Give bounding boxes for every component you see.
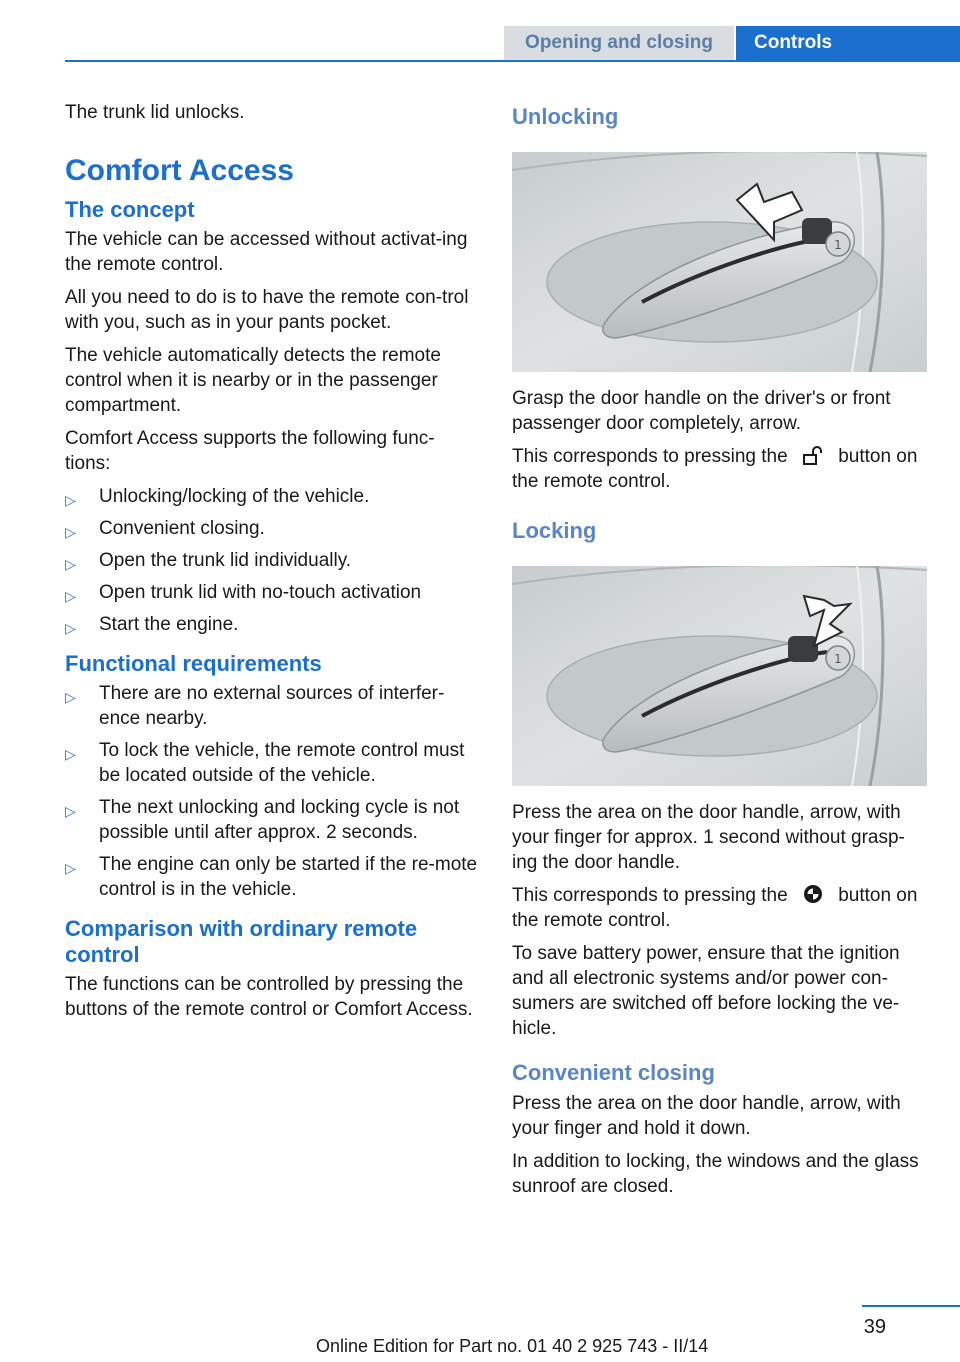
header-section-tab: Opening and closing — [504, 26, 734, 60]
list-item: ▷ The next unlocking and locking cycle is not possible until after approx. 2 seconds. — [65, 797, 460, 843]
requirements-list — [65, 681, 480, 902]
list-item: ▷ Unlocking/locking of the vehicle. — [65, 484, 480, 509]
bullet-triangle-icon: ▷ — [65, 492, 76, 508]
battery-paragraph: To save battery power, ensure that the ignition and all electronic systems and/or power con-sumers are switched off before locking the ve-hicle. — [512, 943, 900, 1039]
list-item: ▷ To lock the vehicle, the remote control must be located outside of the vehicle. — [65, 740, 465, 786]
bullet-triangle-icon: ▷ — [65, 588, 76, 604]
bullet-triangle-icon: ▷ — [65, 860, 76, 876]
door-handle-lock-illustration — [512, 566, 927, 786]
locking-button-paragraph: This corresponds to pressing the button on the remote control. — [512, 885, 918, 931]
bullet-triangle-icon: ▷ — [65, 689, 76, 705]
list-item: ▷ Open trunk lid with no-touch activation — [65, 580, 480, 605]
section-title: Comfort Access — [65, 154, 294, 187]
bmw-lock-icon — [799, 883, 827, 905]
door-handle-unlock-illustration — [512, 152, 927, 372]
comparison-heading: Comparison with ordinary remote control — [65, 916, 418, 967]
bullet-triangle-icon: ▷ — [65, 746, 76, 762]
bullet-triangle-icon: ▷ — [65, 803, 76, 819]
footer-rule — [862, 1305, 960, 1307]
requirements-heading: Functional requirements — [65, 651, 322, 676]
concept-paragraph: All you need to do is to have the remote con-trol with you, such as in your pants pocket. — [65, 287, 469, 333]
intro-text: The trunk lid unlocks. — [65, 102, 245, 123]
bullet-triangle-icon: ▷ — [65, 620, 76, 636]
list-item: ▷ Open the trunk lid individually. — [65, 548, 480, 573]
list-item: ▷ The engine can only be started if the re-mote control is in the vehicle. — [65, 854, 478, 900]
convenient-closing-heading: Convenient closing — [512, 1060, 715, 1085]
bullet-triangle-icon: ▷ — [65, 524, 76, 540]
concept-paragraph: The vehicle can be accessed without activat-ing the remote control. — [65, 229, 468, 275]
header-rule — [65, 60, 960, 62]
concept-heading: The concept — [65, 197, 195, 222]
edition-footer: Online Edition for Part no. 01 40 2 925 743 - II/14 — [316, 1336, 709, 1356]
locking-heading: Locking — [512, 518, 597, 543]
concept-paragraph: The vehicle automatically detects the remote control when it is nearby or in the passenger compartment. — [65, 345, 441, 416]
page-number: 39 — [863, 1316, 886, 1338]
function-list — [65, 484, 480, 637]
concept-paragraph: Comfort Access supports the following func-tions: — [65, 428, 435, 474]
list-item: ▷ Convenient closing. — [65, 516, 480, 541]
left-column — [65, 100, 480, 1030]
comparison-paragraph: The functions can be controlled by pressing the buttons of the remote control or Comfort Access. — [65, 974, 473, 1020]
unlocking-button-paragraph: This corresponds to pressing the button on the remote control. — [512, 446, 918, 492]
bullet-triangle-icon: ▷ — [65, 556, 76, 572]
list-item: ▷ Start the engine. — [65, 612, 480, 637]
right-column — [512, 100, 927, 1207]
svg-text:1: 1 — [834, 652, 842, 666]
locking-paragraph: Press the area on the door handle, arrow, with your finger for approx. 1 second without grasp-ing the door handle. — [512, 802, 905, 873]
unlocking-paragraph: Grasp the door handle on the driver's or front passenger door completely, arrow. — [512, 388, 891, 434]
svg-text:1: 1 — [834, 238, 842, 252]
unlock-icon — [799, 444, 827, 466]
header-chapter-tab: Controls — [736, 26, 960, 60]
convenient-paragraph: In addition to locking, the windows and the glass sunroof are closed. — [512, 1151, 919, 1197]
convenient-paragraph: Press the area on the door handle, arrow, with your finger and hold it down. — [512, 1093, 901, 1139]
list-item: ▷ There are no external sources of interfer-ence nearby. — [65, 683, 445, 729]
unlocking-heading: Unlocking — [512, 104, 619, 129]
